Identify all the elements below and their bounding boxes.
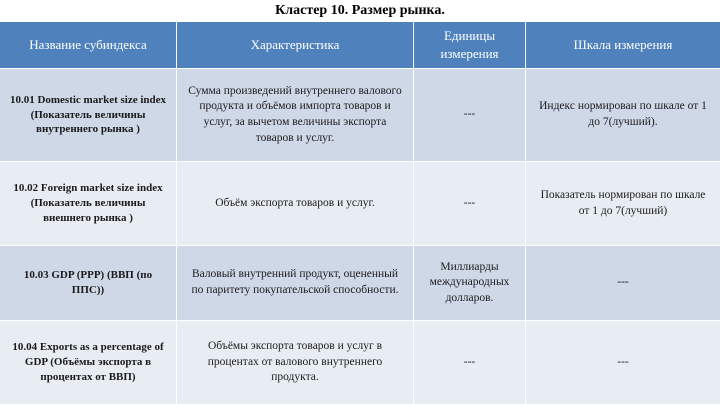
table-row-2-units: --- xyxy=(414,162,526,246)
table-row-2-scale: Показатель нормирован по шкале от 1 до 7(лучший) xyxy=(526,162,720,246)
header-cell-name: Название субиндекса xyxy=(0,22,177,69)
subindex-table xyxy=(0,22,720,405)
table-row-3-characteristic: Валовый внутренний продукт, оцененный по паритету покупательской способности. xyxy=(177,246,414,321)
header-cell-units: Единицы измерения xyxy=(414,22,526,69)
header-cell-scale: Шкала измерения xyxy=(526,22,720,69)
header-cell-characteristic: Характеристика xyxy=(177,22,414,69)
table-row-4-scale: --- xyxy=(526,321,720,405)
page-title: Кластер 10. Размер рынка. xyxy=(275,3,445,18)
table-row-2-characteristic: Объём экспорта товаров и услуг. xyxy=(177,162,414,246)
table-row-4-name: 10.04 Exports as a percentage of GDP (Объёмы экспорта в процентах от ВВП) xyxy=(0,321,177,405)
table-row-1-units: --- xyxy=(414,69,526,162)
table-row-3-units: Миллиарды международных долларов. xyxy=(414,246,526,321)
table-row-4-units: --- xyxy=(414,321,526,405)
table-row-1-scale: Индекс нормирован по шкале от 1 до 7(лучший). xyxy=(526,69,720,162)
table-row-4-characteristic: Объёмы экспорта товаров и услуг в процентах от валового внутреннего продукта. xyxy=(177,321,414,405)
table-row-3-scale: --- xyxy=(526,246,720,321)
table-row-1-name: 10.01 Domestic market size index (Показатель величины внутреннего рынка ) xyxy=(0,69,177,162)
table-row-2-name: 10.02 Foreign market size index (Показатель величины внешнего рынка ) xyxy=(0,162,177,246)
table-row-3-name: 10.03 GDP (PPP) (ВВП (по ППС)) xyxy=(0,246,177,321)
table-row-1-characteristic: Сумма произведений внутреннего валового продукта и объёмов импорта товаров и услуг, за вычетом величины экспорта товаров и услуг. xyxy=(177,69,414,162)
